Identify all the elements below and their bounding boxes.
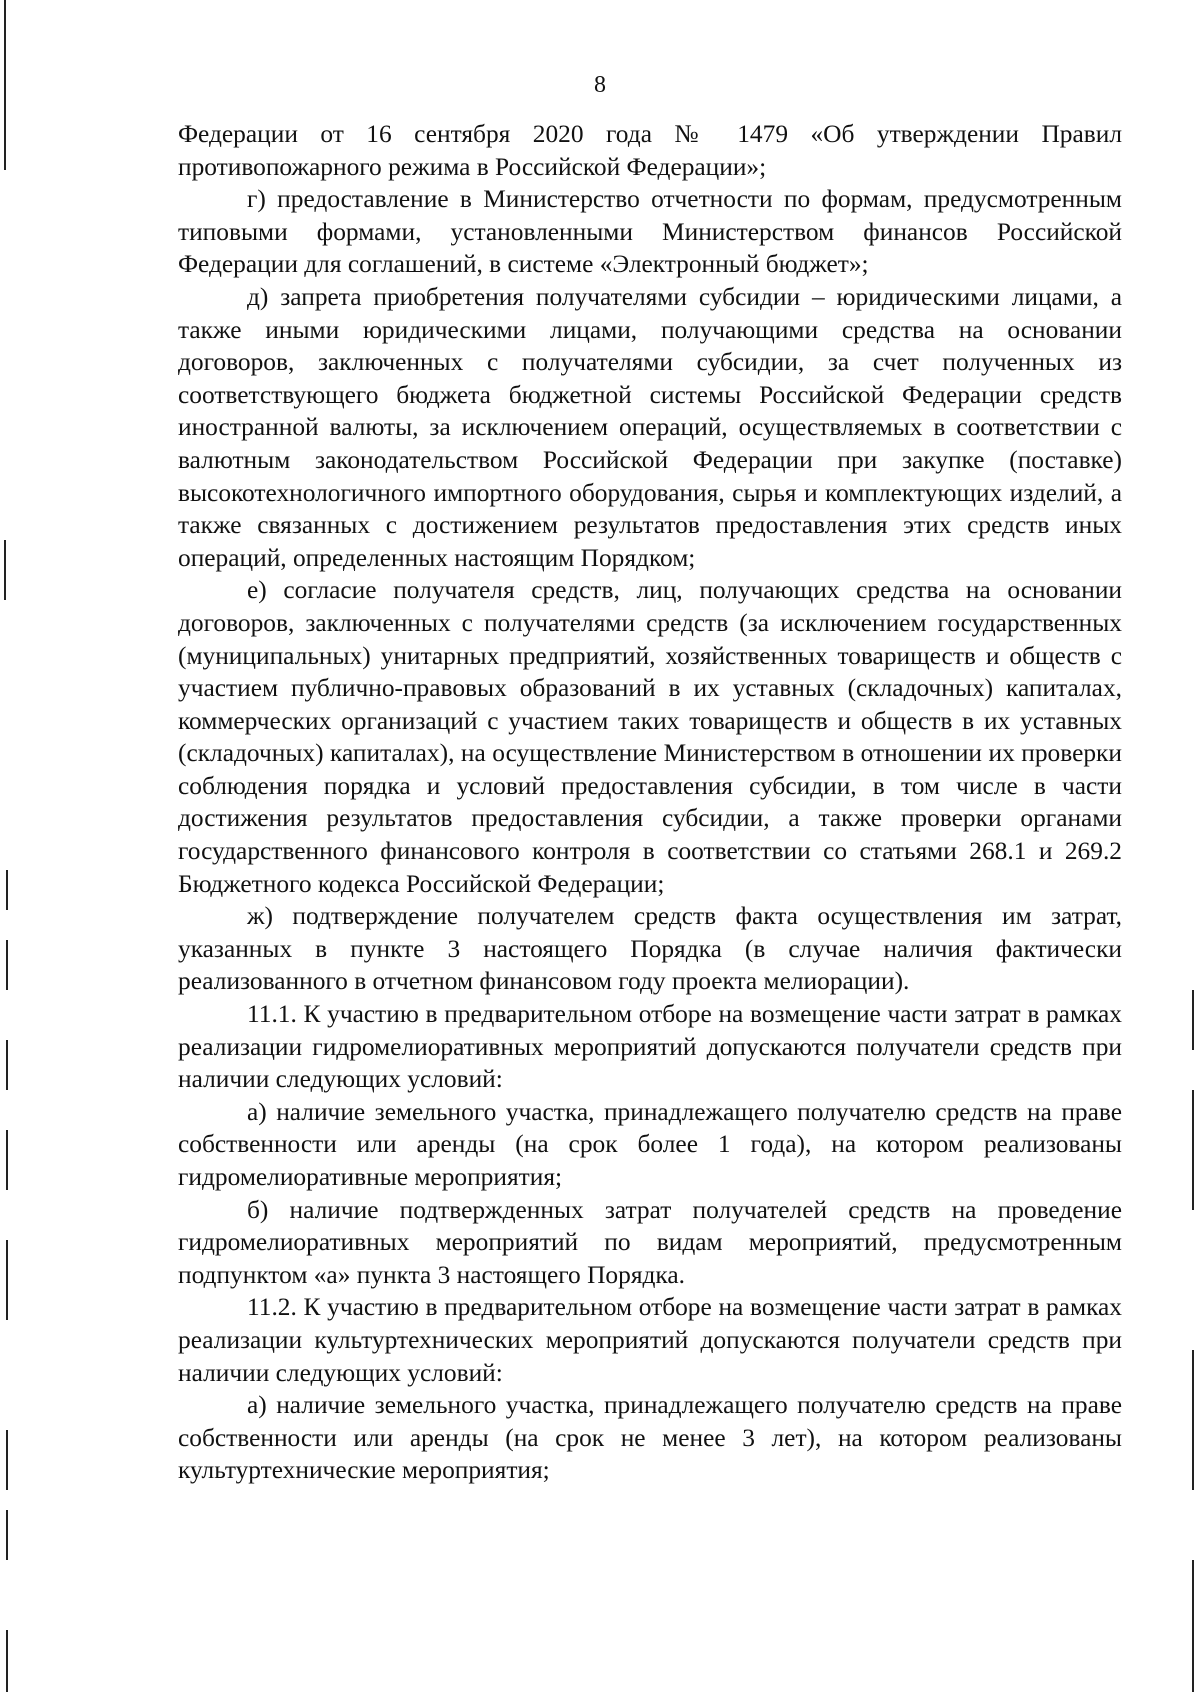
scan-edge-mark xyxy=(4,0,6,170)
paragraph-item-e: е) согласие получателя средств, лиц, получающих средства на основании договоров, заключенных с получателями средств (за исключением государственных (муниципальных) унитарных предприятий, хозяйственных товариществ и обществ с участием публично-правовых образований в их уставных (складочных) капиталах, коммерческих организаций с участием таких товариществ и обществ в их уставных (складочных) капиталах), на осуществление Министерством в отношении их проверки соблюдения порядка и условий предоставления субсидии, в том числе в части достижения результатов предоставления субсидии, а также проверки органами государственного финансового контроля в соответствии со статьями 268.1 и 269.2 Бюджетного кодекса Российской Федерации; xyxy=(178,576,1122,898)
scan-edge-mark xyxy=(1192,1090,1194,1210)
page-number: 8 xyxy=(594,72,606,98)
document-body xyxy=(178,118,1122,1487)
paragraph-clause-11-1-a: а) наличие земельного участка, принадлежащего получателю средств на праве собственности или аренды (на срок более 1 года), на котором реализованы гидромелиоративные мероприятия; xyxy=(178,1097,1122,1191)
scan-edge-mark xyxy=(6,870,8,910)
paragraph-continuation: Федерации от 16 сентября 2020 года № 1479 «Об утверждении Правил противопожарного режима в Российской Федерации»; xyxy=(178,120,1122,181)
scan-edge-mark xyxy=(1192,990,1194,1050)
paragraph-clause-11-2: 11.2. К участию в предварительном отборе на возмещение части затрат в рамках реализации культуртехнических мероприятий допускаются получатели средств при наличии следующих условий: xyxy=(178,1293,1122,1387)
paragraph-clause-11-1: 11.1. К участию в предварительном отборе на возмещение части затрат в рамках реализации гидромелиоративных мероприятий допускаются получатели средств при наличии следующих условий: xyxy=(178,1000,1122,1094)
scan-edge-mark xyxy=(1192,1560,1194,1692)
paragraph-item-zh: ж) подтверждение получателем средств факта осуществления им затрат, указанных в пункте 3 настоящего Порядка (в случае наличия фактически реализованного в отчетном финансовом году проекта мелиорации). xyxy=(178,902,1122,996)
paragraph-item-g: г) предоставление в Министерство отчетности по формам, предусмотренным типовыми формами, установленными Министерством финансов Российской Федерации для соглашений, в системе «Электронный бюджет»; xyxy=(178,185,1122,279)
scan-edge-mark xyxy=(6,940,8,990)
paragraph-item-d: д) запрета приобретения получателями субсидии – юридическими лицами, а также иными юридическими лицами, получающими средства на основании договоров, заключенных с получателями субсидии, за счет полученных из соответствующего бюджета бюджетной системы Российской Федерации средств иностранной валюты, за исключением операций, осуществляемых в соответствии с валютным законодательством Российской Федерации при закупке (поставке) высокотехнологичного импортного оборудования, сырья и комплектующих изделий, а также связанных с достижением результатов предоставления этих средств иных операций, определенных настоящим Порядком; xyxy=(178,282,1122,572)
scan-edge-mark xyxy=(6,1240,8,1320)
paragraph-clause-11-2-a: а) наличие земельного участка, принадлежащего получателю средств на праве собственности или аренды (на срок не менее 3 лет), на котором реализованы культуртехнические мероприятия; xyxy=(178,1391,1122,1485)
scan-edge-mark xyxy=(6,1510,8,1560)
scan-edge-mark xyxy=(6,1040,8,1090)
paragraph-clause-11-1-b: б) наличие подтвержденных затрат получателей средств на проведение гидромелиоративных мероприятий по видам мероприятий, предусмотренным подпунктом «а» пункта 3 настоящего Порядка. xyxy=(178,1195,1122,1289)
scan-edge-mark xyxy=(4,540,6,600)
scan-edge-mark xyxy=(6,1630,8,1692)
scan-edge-mark xyxy=(1192,1350,1194,1490)
scan-edge-mark xyxy=(6,1130,8,1190)
scan-edge-mark xyxy=(6,1430,8,1490)
